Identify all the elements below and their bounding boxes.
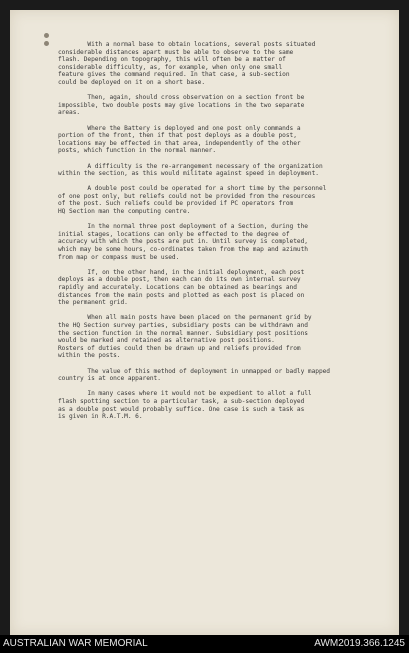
text-line: considerable distances apart must be able to observe to the same — [58, 48, 294, 56]
text-line: is given in R.A.T.M. 6. — [58, 413, 143, 421]
text-line: the permanent grid. — [58, 299, 128, 307]
text-line: feature gives the command required. In that case, a sub-section — [58, 71, 290, 79]
text-line: posts, which function in the normal manner. — [58, 147, 217, 155]
text-line: within the section, as this would militate against speed in deployment. — [58, 170, 319, 178]
text-line: locations may be effected in that area, independently of the other — [58, 139, 301, 147]
paragraph — [58, 390, 390, 420]
text-line: areas. — [58, 109, 81, 117]
text-line: initial stages, locations can only be effected to the degree of — [58, 230, 290, 238]
paragraph — [58, 269, 390, 307]
text-line: HQ Section man the computing centre. — [58, 208, 191, 216]
punch-hole — [44, 41, 49, 46]
text-line: which may be some hours, co-ordinates taken from the map and azimuth — [58, 246, 308, 254]
text-line: With a normal base to obtain locations, several posts situated — [58, 41, 316, 48]
text-line: accuracy with which the posts are put in. Until survey is completed, — [58, 238, 308, 246]
text-line: the section function in the normal manner. Subsidiary post positions — [58, 329, 308, 337]
text-line: could be deployed on it on a short base. — [58, 78, 206, 86]
text-line: within the posts. — [58, 352, 121, 360]
paragraph — [58, 125, 390, 155]
text-line: If, on the other hand, in the initial deployment, each post — [58, 268, 305, 276]
text-line: portion of the front, then if that post deploys as a double post, — [58, 132, 297, 140]
text-line: When all main posts have been placed on the permanent grid by — [58, 314, 312, 322]
paragraph — [58, 163, 390, 178]
footer-bar — [0, 635, 409, 653]
text-line: flash. Depending on topography, this will often be a matter of — [58, 56, 286, 64]
text-line: considerable difficulty, as, for example, when only one small — [58, 63, 283, 71]
text-line: of one post only, but reliefs could not be provided from the resources — [58, 192, 316, 200]
text-line: as a double post would probably suffice. One case is such a task as — [58, 405, 305, 413]
text-line: would be marked and retained as alternative post positions. — [58, 337, 275, 345]
paragraph — [58, 94, 390, 117]
text-line: The value of this method of deployment in unmapped or badly mapped — [58, 367, 330, 375]
text-line: Where the Battery is deployed and one post only commands a — [58, 124, 301, 132]
text-line: deploys as a double post, then each can do its own internal survey — [58, 276, 301, 284]
paragraph — [58, 41, 390, 87]
text-line: flash spotting section to a particular task, a sub-section deployed — [58, 397, 305, 405]
footer-institution: AUSTRALIAN WAR MEMORIAL — [3, 638, 148, 649]
paragraph — [58, 314, 390, 360]
text-line: A double post could be operated for a short time by the personnel — [58, 185, 327, 193]
text-line: from map or compass must be used. — [58, 253, 180, 261]
text-line: rapidly and accurately. Locations can be obtained as bearings and — [58, 284, 297, 291]
text-line: the HQ Section survey parties, subsidiary posts can be withdrawn and — [58, 321, 308, 329]
text-line: distances from the main posts and plotted as each post is placed on — [58, 291, 305, 299]
paragraph — [58, 368, 390, 383]
text-line: In the normal three post deployment of a Section, during the — [58, 223, 308, 231]
paragraph — [58, 185, 390, 215]
punch-hole — [44, 33, 49, 38]
typed-text-body — [58, 41, 390, 428]
text-line: impossible, two double posts may give locations in the two separate — [58, 101, 305, 109]
text-line: In many cases where it would not be expedient to allot a full — [58, 390, 312, 398]
text-line: of the post. Such reliefs could be provided if PC operators from — [58, 200, 294, 208]
text-line: Rosters of duties could then be drawn up and reliefs provided from — [58, 344, 301, 352]
paragraph — [58, 223, 390, 261]
footer-accession-number: AWM2019.366.1245 — [314, 638, 405, 649]
text-line: Then, again, should cross observation on a section front be — [58, 94, 305, 102]
text-line: country is at once apparent. — [58, 375, 161, 383]
text-line: A difficulty is the re-arrangement necessary of the organization — [58, 162, 323, 170]
